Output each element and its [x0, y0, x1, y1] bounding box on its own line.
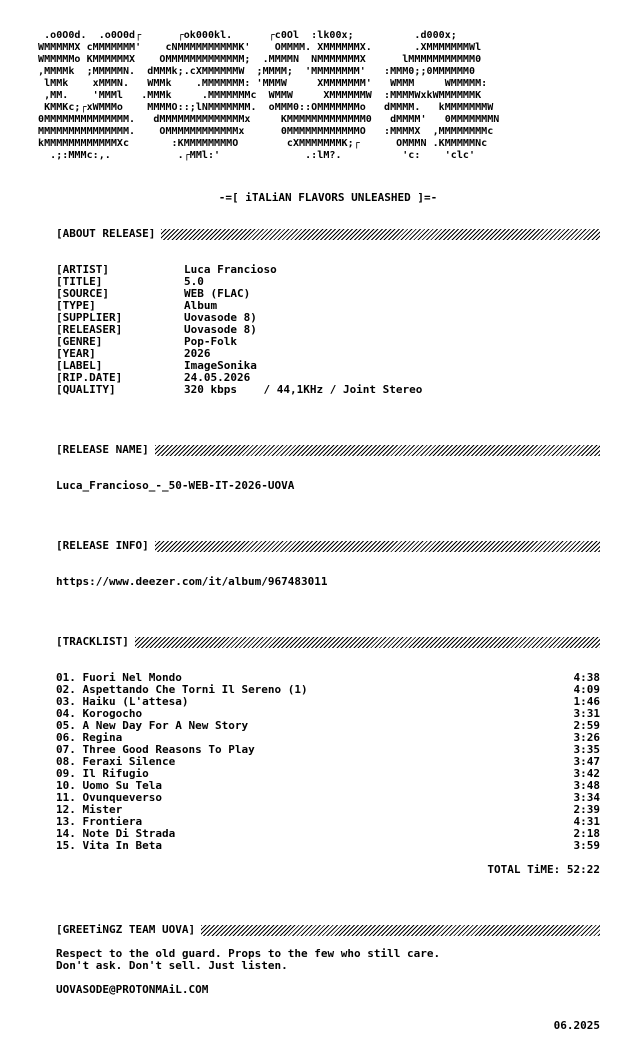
about-key: [QUALITY] [56, 383, 116, 396]
about-key: [ARTIST] [56, 263, 109, 276]
release-date-footer: 06.2025 [553, 1019, 600, 1032]
about-key: [RELEASER] [56, 323, 123, 336]
about-value: Album [184, 299, 218, 312]
track-title: Mister [82, 803, 123, 816]
track-row [56, 792, 600, 804]
track-number: 03. [56, 695, 76, 708]
about-value: 2026 [184, 347, 211, 360]
ascii-logo-line: .;:MMMc:,. .┌MMl:' .:lM?. 'c: 'clc' [38, 150, 476, 161]
about-value: Luca Francioso [184, 263, 277, 276]
track-duration: 3:47 [573, 755, 600, 768]
section-header: [RELEASE INFO] [56, 539, 149, 552]
about-key: [SOURCE] [56, 287, 109, 300]
about-value: 5.0 [184, 275, 204, 288]
track-title: Fuori Nel Mondo [82, 671, 182, 684]
about-key: [TITLE] [56, 275, 103, 288]
track-duration: 2:18 [573, 827, 600, 840]
track-number: 12. [56, 803, 76, 816]
track-duration: 3:42 [573, 767, 600, 780]
track-title: Korogocho [82, 707, 143, 720]
section-header: [RELEASE NAME] [56, 443, 149, 456]
track-duration: 4:38 [573, 671, 600, 684]
about-value: ImageSonika [184, 359, 257, 372]
greetings-text [56, 948, 440, 972]
track-title: Vita In Beta [82, 839, 162, 852]
track-duration: 3:35 [573, 743, 600, 756]
tagline: -=[ iTALiAN FLAVORS UNLEASHED ]=- [218, 191, 438, 204]
about-key: [SUPPLIER] [56, 311, 123, 324]
greetings-line: Respect to the old guard. Props to the few who still care. [56, 947, 441, 960]
track-title: Ovunqueverso [82, 791, 162, 804]
track-number: 01. [56, 671, 76, 684]
about-value: WEB (FLAC) [184, 287, 251, 300]
track-number: 02. [56, 683, 76, 696]
ascii-logo [38, 30, 499, 162]
about-value: Uovasode 8) [184, 323, 257, 336]
total-time: TOTAL TiME: 52:22 [487, 863, 600, 876]
ascii-logo-line: KMMKc;┌xWMMMo MMMMO::;lNMMMMMMM. oMMM0::OMMMMMMMo dMMMM. kMMMMMMMW [38, 102, 494, 113]
track-title: Uomo Su Tela [82, 779, 162, 792]
about-key: [TYPE] [56, 299, 96, 312]
about-value: Pop-Folk [184, 335, 237, 348]
contact-email[interactable]: UOVASODE@PROTONMAiL.COM [56, 983, 209, 996]
track-title: Three Good Reasons To Play [82, 743, 255, 756]
about-key: [YEAR] [56, 347, 96, 360]
track-title: Aspettando Che Torni Il Sereno (1) [82, 683, 308, 696]
ascii-logo-line: MMMMMMMMMMMMMMM. OMMMMMMMMMMMMx 0MMMMMMMMMMMMO :MMMMX ,MMMMMMMMc [38, 126, 494, 137]
track-duration: 4:09 [573, 683, 600, 696]
section-release-name [56, 443, 600, 457]
about-release-list [56, 264, 422, 396]
track-number: 15. [56, 839, 76, 852]
ascii-logo-line: WMMMMMX cMMMMMMM' cNMMMMMMMMMMK' OMMMM. XMMMMMMX. .XMMMMMMMWl [38, 42, 482, 53]
ascii-logo-line: WMMMMMo KMMMMMMX OMMMMMMMMMMMMM; .MMMMN NMMMMMMMX lMMMMMMMMMMM0 [38, 54, 482, 65]
section-about-release [56, 227, 600, 241]
about-row [56, 384, 422, 396]
about-row [56, 288, 422, 300]
about-key: [GENRE] [56, 335, 103, 348]
section-header: [ABOUT RELEASE] [56, 227, 156, 240]
hatched-divider [161, 229, 600, 240]
track-duration: 3:34 [573, 791, 600, 804]
track-number: 05. [56, 719, 76, 732]
hatched-divider [201, 925, 600, 936]
ascii-logo-line: ,MM. 'MMMl .MMMk .MMMMMMMc WMMW XMMMMMMW :MMMMWxkWMMMMMMK [38, 90, 482, 101]
track-number: 04. [56, 707, 76, 720]
about-value: 24.05.2026 [184, 371, 251, 384]
section-header: [TRACKLIST] [56, 635, 129, 648]
track-number: 14. [56, 827, 76, 840]
track-duration: 3:26 [573, 731, 600, 744]
track-duration: 3:31 [573, 707, 600, 720]
greetings-line: Don't ask. Don't sell. Just listen. [56, 959, 288, 972]
release-info-url[interactable]: https://www.deezer.com/it/album/967483011 [56, 575, 328, 588]
track-duration: 3:59 [573, 839, 600, 852]
about-row [56, 336, 422, 348]
about-key: [LABEL] [56, 359, 103, 372]
track-duration: 1:46 [573, 695, 600, 708]
track-title: Feraxi Silence [82, 755, 176, 768]
ascii-logo-line: kMMMMMMMMMMMMXc :KMMMMMMMMO cXMMMMMMMK;┌ OMMMN .KMMMMMNc [38, 138, 488, 149]
section-tracklist [56, 635, 600, 649]
section-greetings [56, 923, 600, 937]
hatched-divider [155, 541, 600, 552]
about-row [56, 324, 422, 336]
track-duration: 2:39 [573, 803, 600, 816]
track-title: Frontiera [82, 815, 143, 828]
track-number: 13. [56, 815, 76, 828]
track-duration: 4:31 [573, 815, 600, 828]
about-value: Uovasode 8) [184, 311, 257, 324]
section-release-info [56, 539, 600, 553]
track-number: 07. [56, 743, 76, 756]
track-number: 10. [56, 779, 76, 792]
track-row [56, 720, 600, 732]
about-key: [RIP.DATE] [56, 371, 123, 384]
track-row [56, 840, 600, 852]
track-title: A New Day For A New Story [82, 719, 249, 732]
track-title: Haiku (L'attesa) [82, 695, 189, 708]
track-number: 11. [56, 791, 76, 804]
track-title: Note Di Strada [82, 827, 176, 840]
section-header: [GREETiNGZ TEAM UOVA] [56, 923, 196, 936]
ascii-logo-line: 0MMMMMMMMMMMMMM. dMMMMMMMMMMMMMMx KMMMMMMMMMMMMM0 dMMMM' 0MMMMMMMN [38, 114, 500, 125]
about-value: 320 kbps / 44,1KHz / Joint Stereo [184, 383, 423, 396]
track-number: 08. [56, 755, 76, 768]
hatched-divider [155, 445, 600, 456]
track-number: 09. [56, 767, 76, 780]
track-title: Il Rifugio [82, 767, 149, 780]
ascii-logo-line: .o0O0d. .o0O0d┌ ┌ok000kl. ┌c0Ol :lk00x; .d000x; [38, 30, 457, 41]
track-duration: 2:59 [573, 719, 600, 732]
hatched-divider [135, 637, 600, 648]
release-name-value: Luca_Francioso_-_50-WEB-IT-2026-UOVA [56, 479, 295, 492]
track-title: Regina [82, 731, 123, 744]
about-row [56, 264, 422, 276]
track-duration: 3:48 [573, 779, 600, 792]
ascii-logo-line: ,MMMMk ;MMMMMN. dMMMk;.cXMMMMMMW ;MMMM; 'MMMMMMMM' :MMM0;;0MMMMMM0 [38, 66, 476, 77]
tracklist [56, 672, 600, 852]
track-number: 06. [56, 731, 76, 744]
ascii-logo-line: lMMk xMMMN. WMMk .MMMMMMM: 'MMMW XMMMMMMM' WMMM WMMMMM: [38, 78, 488, 89]
